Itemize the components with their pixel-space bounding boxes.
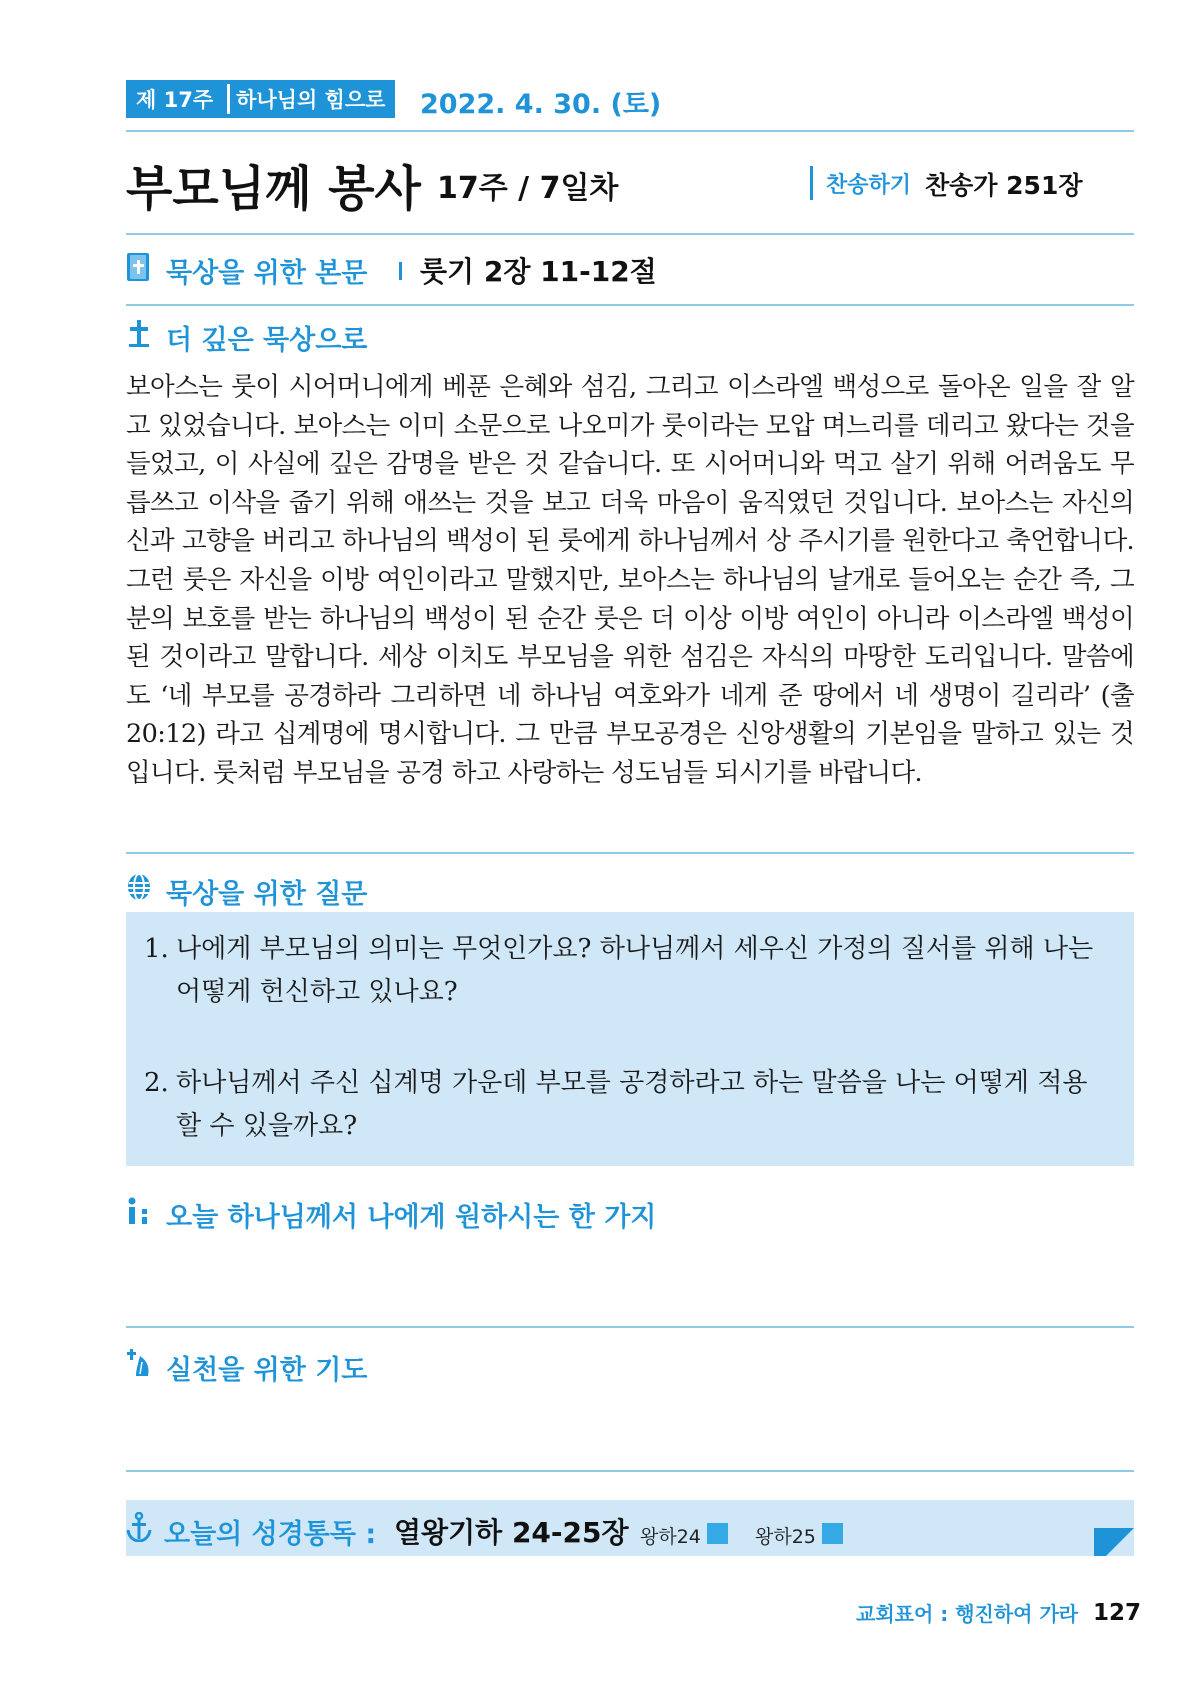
divider xyxy=(126,233,1134,235)
one-thing-title: 오늘 하나님께서 나에게 원하시는 한 가지 xyxy=(166,1202,657,1233)
divider xyxy=(126,130,1134,132)
meditation-text: 보아스는 룻이 시어머니에게 베푼 은혜와 섬김, 그리고 이스라엘 백성으로 돌아온 일을 잘 알고 있었습니다. 보아스는 이미 소문으로 나오미가 룻이라는 모압 며느리를 데리고 왔다는 것을 들었고, 이 사실에 깊은 감명을 받은 것 같습니다. 또 시어머니와 먹고 살기 위해 어려움도 무릅쓰고 이삭을 줍기 위해 애쓰는 것을 보고 더욱 마음이 움직였던 것입니다. 보아스는 자신의 신과 고향을 버리고 하나님의 백성이 된 룻에게 하나님께서 상 주시기를 원한다고 축언합니다. 그런 룻은 자신을 이방 여인이라고 말했지만, 보아스는 하나님의 날개로 들어오는 순간 즉, 그 분의 보호를 받는 하나님의 백성이 된 순간 룻은 더 이상 이방 여인이 아니라 이스라엘 백성이 된 것이라고 말합니다. 세상 이치도 부모님을 위한 섬김은 자식의 마땅한 도리입니다. 말씀에도 ‘네 부모를 공경하라 그리하면 네 하나님 여호와가 네게 준 땅에서 네 생명이 길리라’ (출20:12) 라고 십계명에 명시합니다. 그 만큼 부모공경은 신앙생활의 기본임을 말하고 있는 것입니다. 룻처럼 부모님을 공경 하고 사랑하는 성도님들 되시기를 바랍니다. xyxy=(126,372,1134,788)
scripture-separator xyxy=(399,262,402,280)
question-text: 나에게 부모님의 의미는 무엇인가요? 하나님께서 세우신 가정의 질서를 위해 나는 어떻게 헌신하고 있나요? xyxy=(176,934,1094,1007)
praying-people-icon xyxy=(126,1196,152,1226)
question-item xyxy=(144,1062,1104,1148)
reading-check-label: 왕하24 xyxy=(640,1526,701,1548)
church-motto: 교회표어 : 행진하여 가라 xyxy=(856,1602,1079,1626)
reading-checkbox[interactable] xyxy=(822,1523,843,1544)
reading-checkbox[interactable] xyxy=(707,1523,728,1544)
question-item xyxy=(144,928,1104,1014)
bible-reading-value: 열왕기하 24-25장 xyxy=(394,1516,629,1549)
week-badge xyxy=(126,80,395,118)
week-number: 제 17주 xyxy=(136,88,214,112)
scripture-ref: 룻기 2장 11-12절 xyxy=(420,255,657,288)
questions-title: 묵상을 위한 질문 xyxy=(166,879,368,910)
divider xyxy=(126,852,1134,854)
page-title: 부모님께 봉사 xyxy=(126,161,421,217)
globe-icon xyxy=(126,872,152,902)
hymn-divider xyxy=(810,166,813,200)
page-date: 2022. 4. 30. (토) xyxy=(420,89,662,120)
corner-fold-icon xyxy=(1094,1528,1134,1556)
cross-icon xyxy=(126,318,152,348)
deeper-title: 더 깊은 묵상으로 xyxy=(166,325,368,356)
scripture-title: 묵상을 위한 본문 xyxy=(166,258,368,289)
bible-book-icon xyxy=(126,252,152,282)
bible-reading-title: 오늘의 성경통독 : xyxy=(164,1519,377,1550)
day-label: 17주 / 7일차 xyxy=(437,171,619,206)
divider xyxy=(126,1470,1134,1472)
hymn-value: 찬송가 251장 xyxy=(925,171,1083,200)
reading-check-label: 왕하25 xyxy=(755,1526,816,1548)
questions-box xyxy=(126,912,1134,1166)
question-number: 2. xyxy=(144,1068,169,1098)
prayer-title: 실천을 위한 기도 xyxy=(166,1355,368,1386)
page-number: 127 xyxy=(1093,1600,1142,1626)
question-text: 하나님께서 주신 십계명 가운데 부모를 공경하라고 하는 말씀을 나는 어떻게 적용할 수 있을까요? xyxy=(176,1068,1088,1141)
praying-hands-icon xyxy=(126,1348,152,1378)
anchor-icon xyxy=(126,1512,152,1542)
week-theme: 하나님의 힘으로 xyxy=(236,88,386,112)
badge-separator xyxy=(227,84,230,114)
question-number: 1. xyxy=(144,934,169,964)
divider xyxy=(126,304,1134,306)
divider xyxy=(126,1326,1134,1328)
hymn-label: 찬송하기 xyxy=(826,173,912,198)
